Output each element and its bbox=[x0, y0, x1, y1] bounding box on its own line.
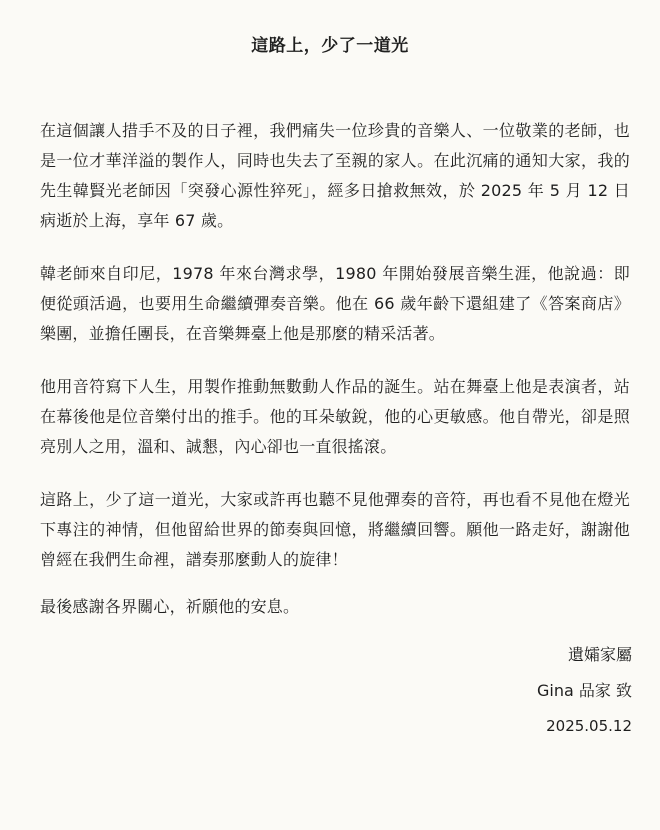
paragraph-2: 韓老師來自印尼，1978 年來台灣求學，1980 年開始發展音樂生涯，他說過：即便從頭活過，也要用生命繼續彈奏音樂。他在 66 歲年齡下還組建了《答案商店》樂團，並擔任團長，在音樂舞臺上他是那麼的精采活著。 bbox=[40, 264, 630, 343]
signature-names: Gina 品家 致 bbox=[537, 681, 632, 700]
paragraph-4: 這路上，少了這一道光，大家或許再也聽不見他彈奏的音符，再也看不見他在燈光下專注的神情，但他留給世界的節奏與回憶，將繼續回響。願他一路走好，謝謝他曾經在我們生命裡，譜奏那麼動人的旋律！ bbox=[40, 490, 630, 569]
document-body bbox=[40, 116, 630, 598]
document-title: 這路上，少了一道光 bbox=[251, 36, 409, 56]
signature-date: 2025.05.12 bbox=[546, 717, 632, 735]
closing-line: 最後感謝各界關心，祈願他的安息。 bbox=[40, 597, 300, 616]
signature-family: 遺孀家屬 bbox=[567, 645, 632, 664]
paragraph-3: 他用音符寫下人生，用製作推動無數動人作品的誕生。站在舞臺上他是表演者，站在幕後他是位音樂付出的推手。他的耳朵敏銳，他的心更敏感。他自帶光，卻是照亮別人之用，溫和、誠懇，內心卻也一直很搖滾。 bbox=[40, 377, 630, 456]
paragraph-1: 在這個讓人措手不及的日子裡，我們痛失一位珍貴的音樂人、一位敬業的老師，也是一位才華洋溢的製作人，同時也失去了至親的家人。在此沉痛的通知大家，我的先生韓賢光老師因「突發心源性猝死」，經多日搶救無效，於 2025 年 5 月 12 日病逝於上海，享年 67 歲。 bbox=[40, 121, 630, 230]
